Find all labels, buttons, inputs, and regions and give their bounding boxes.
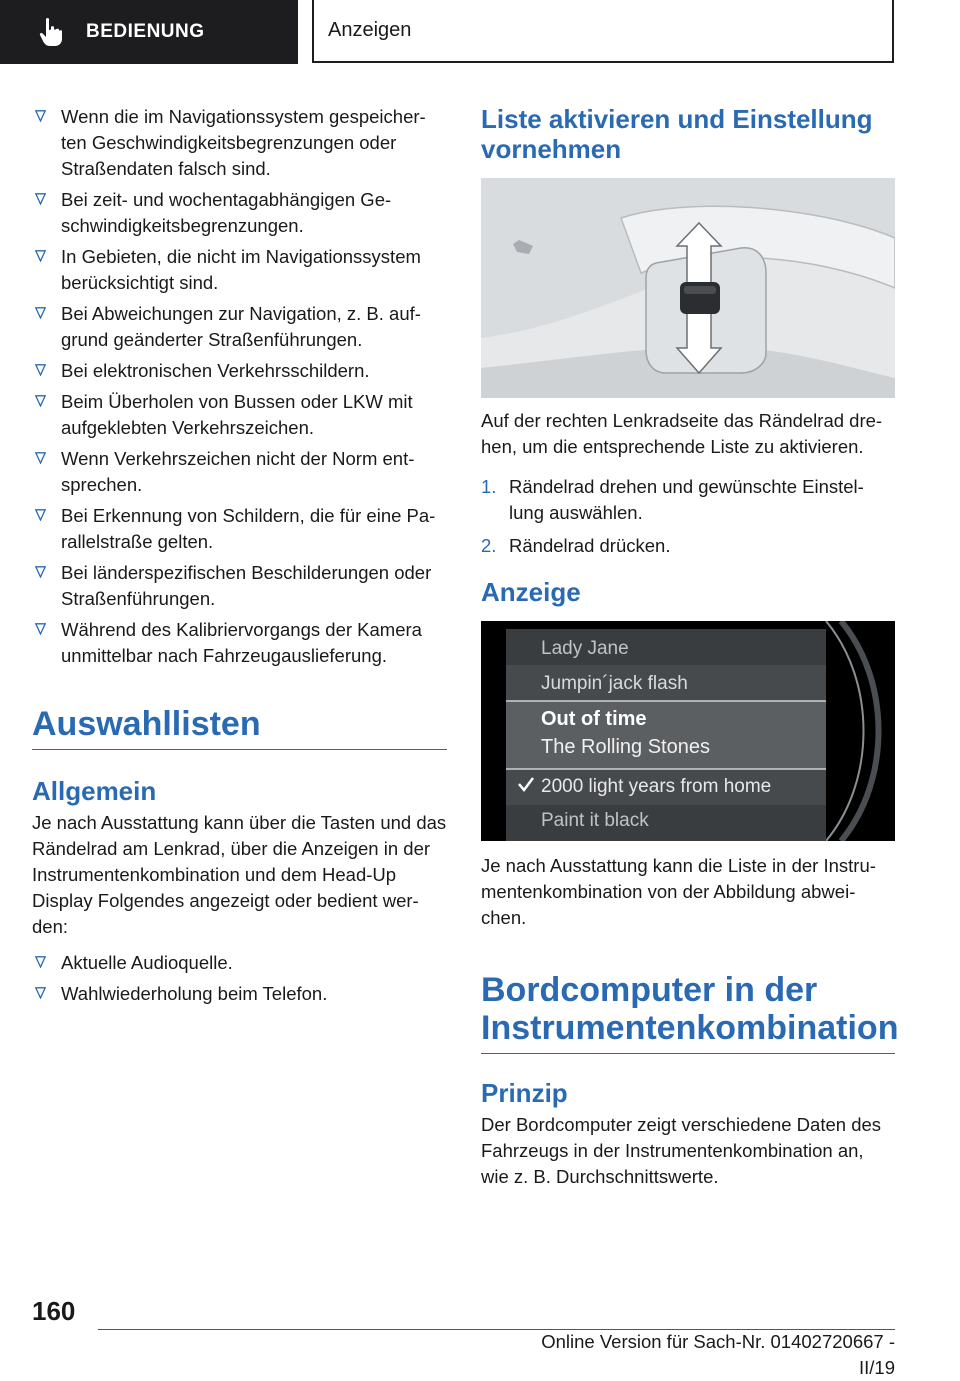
- footer-version: Online Version für Sach-Nr. 01402720667 - II/19: [541, 1331, 895, 1378]
- anzeige-paragraph: Je nach Ausstattung kann die Liste in der Instru‐mentenkombination von der Abbildung abwei‐chen.: [481, 855, 876, 928]
- anzeige-heading: Anzeige: [481, 577, 581, 607]
- section-tab: [0, 0, 298, 64]
- triangle-bullet-icon: [35, 956, 46, 968]
- list-item: Wenn Verkehrszeichen nicht der Norm ent‐sprechen.: [32, 446, 447, 498]
- triangle-bullet-icon: [35, 452, 46, 464]
- list-item: Beim Überholen von Bussen oder LKW mit aufgeklebten Verkehrszeichen.: [32, 389, 447, 441]
- display-item: The Rolling Stones: [541, 736, 710, 758]
- triangle-bullet-icon: [35, 509, 46, 521]
- triangle-bullet-icon: [35, 566, 46, 578]
- chapter-box: [312, 0, 894, 63]
- list-item: Bei elektronischen Verkehrsschildern.: [32, 358, 447, 384]
- page-number: 160: [32, 1296, 76, 1326]
- list-item: Bei zeit- und wochentagabhängigen Ge‐schwindigkeitsbegrenzungen.: [32, 187, 447, 239]
- section-label: BEDIENUNG: [86, 21, 205, 42]
- liste-paragraph: Auf der rechten Lenkradseite das Rändelrad dre‐hen, um die entsprechende Liste zu aktivieren.: [481, 410, 883, 457]
- triangle-bullet-icon: [35, 623, 46, 635]
- instrument-display-illustration: [481, 621, 895, 841]
- triangle-bullet-icon: [35, 307, 46, 319]
- auswahllisten-heading: Auswahllisten: [32, 705, 447, 750]
- right-column: [481, 104, 899, 1190]
- list-item: Aktuelle Audioquelle.: [32, 950, 447, 976]
- prinzip-paragraph: Der Bordcomputer zeigt verschiedene Daten des Fahrzeugs in der Instrumentenkombination an, wie z. B. Durchschnittswerte.: [481, 1114, 882, 1187]
- conditions-list: [32, 104, 447, 669]
- list-item: Wenn die im Navigationssystem gespeicher‐ten Geschwindigkeitsbegrenzungen oder Straßendaten falsch sind.: [32, 104, 447, 182]
- liste-heading: Liste aktivieren und Einstellung vornehmen: [481, 104, 873, 164]
- steps-list: [481, 474, 895, 559]
- chapter-label: Anzeigen: [328, 19, 412, 41]
- hand-pointer-icon: [38, 17, 64, 47]
- display-item: Lady Jane: [541, 638, 629, 659]
- allgemein-heading: Allgemein: [32, 776, 157, 806]
- auswahl-items-list: [32, 950, 447, 1007]
- display-item-selected: Out of time: [541, 708, 647, 730]
- allgemein-paragraph: Je nach Ausstattung kann über die Tasten und das Rändelrad am Lenkrad, über die Anzeigen in der Instrumentenkombination und dem Head-Up Display Folgendes angezeigt oder bedient wer‐den:: [32, 812, 447, 937]
- list-item: 1. Rändelrad drehen und gewünschte Einstel‐lung auswählen.: [481, 476, 864, 523]
- triangle-bullet-icon: [35, 193, 46, 205]
- prinzip-heading: Prinzip: [481, 1078, 568, 1108]
- list-item: Bei länderspezifischen Beschilderungen oder Straßenführungen.: [32, 560, 447, 612]
- display-item: 2000 light years from home: [541, 776, 772, 797]
- list-item: Bei Erkennung von Schildern, die für eine Pa‐rallelstraße gelten.: [32, 503, 447, 555]
- display-item: Jumpin´jack flash: [541, 673, 688, 694]
- bordcomputer-heading: Bordcomputer in der Instrumentenkombination: [481, 971, 895, 1054]
- triangle-bullet-icon: [35, 364, 46, 376]
- display-item: Paint it black: [541, 810, 649, 831]
- steering-wheel-illustration: [481, 178, 895, 398]
- list-item: 2. Rändelrad drücken.: [481, 535, 671, 556]
- triangle-bullet-icon: [35, 250, 46, 262]
- left-column: [32, 104, 447, 1012]
- list-item: Wahlwiederholung beim Telefon.: [32, 981, 447, 1007]
- triangle-bullet-icon: [35, 987, 46, 999]
- triangle-bullet-icon: [35, 110, 46, 122]
- list-item: In Gebieten, die nicht im Navigationssystem berücksichtigt sind.: [32, 244, 447, 296]
- triangle-bullet-icon: [35, 395, 46, 407]
- list-item: Während des Kalibriervorgangs der Kamera unmittelbar nach Fahrzeugauslieferung.: [32, 617, 447, 669]
- list-item: Bei Abweichungen zur Navigation, z. B. auf‐grund geänderter Straßenführungen.: [32, 301, 447, 353]
